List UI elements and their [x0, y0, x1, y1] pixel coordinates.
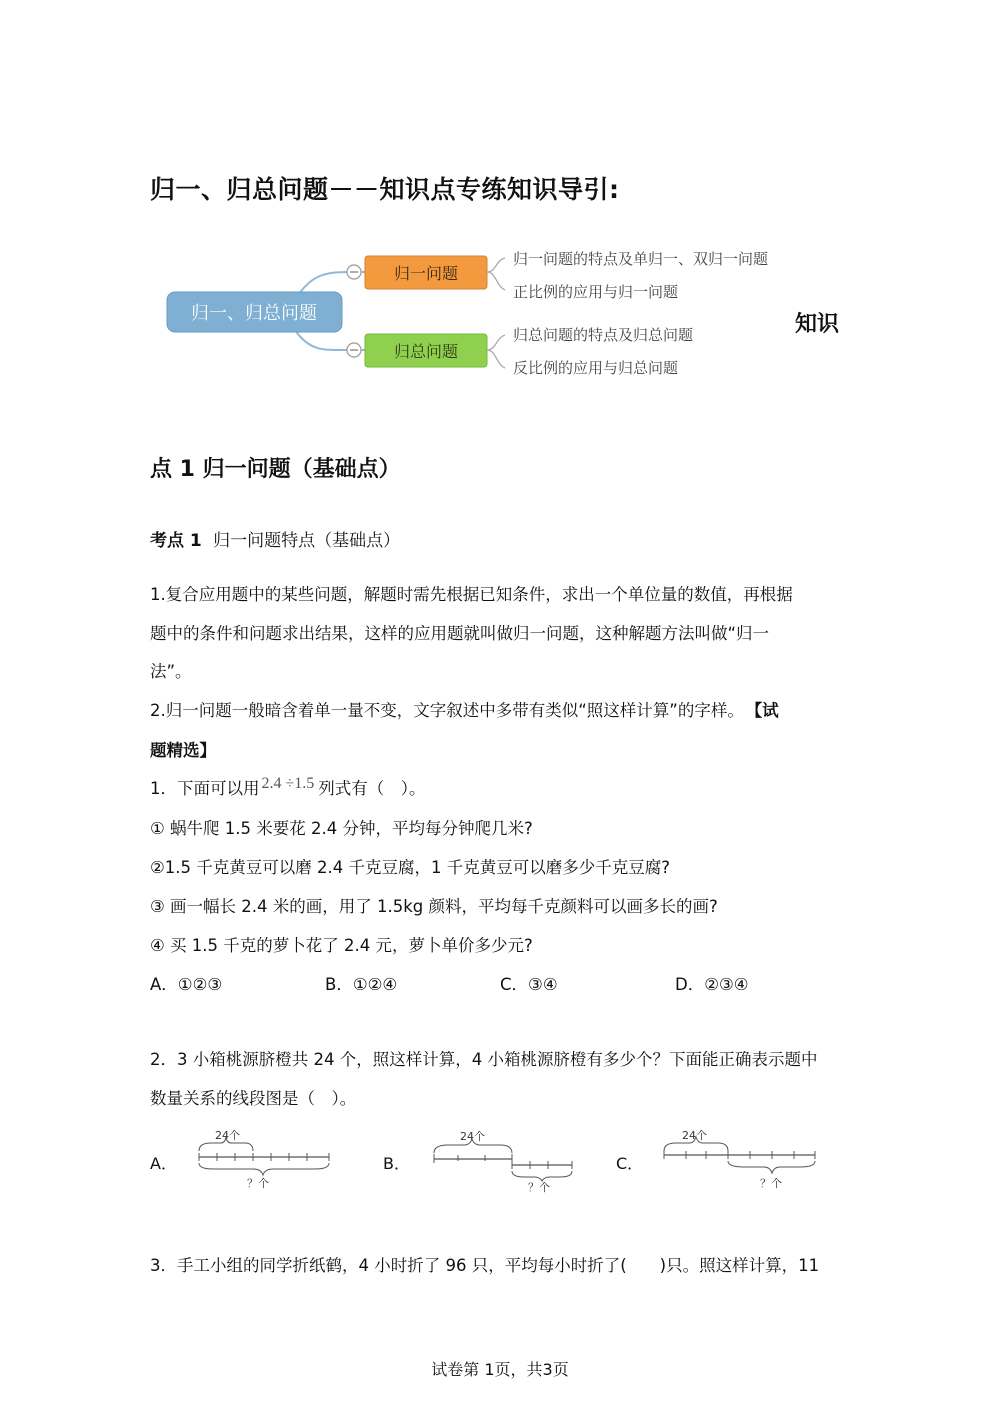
mindmap-branch-label: 归总问题	[393, 342, 459, 361]
top-label: 24个	[215, 1129, 240, 1142]
question-stem	[150, 775, 426, 799]
choice-a[interactable]: A．①②③	[150, 975, 223, 994]
paragraph-text: 2.归一问题一般暗含着单一量不变，文字叙述中多带有类似“照这样计算”的字样。	[150, 701, 744, 720]
mindmap-diagram	[160, 240, 800, 390]
choice-b[interactable]: B．	[383, 1154, 410, 1173]
top-label: 24个	[460, 1130, 485, 1143]
choice-d[interactable]: D．②③④	[675, 975, 749, 994]
segment-diagram-b[interactable]	[430, 1127, 580, 1193]
paragraph-line: 法”。	[150, 662, 192, 681]
segment-diagram-c[interactable]	[660, 1125, 825, 1191]
mindmap-leaf: 正比例的应用与归一问题	[513, 283, 679, 301]
mindmap-root-label: 归一、归总问题	[191, 303, 317, 324]
mindmap-leaf: 反比例的应用与归总问题	[513, 359, 679, 377]
page-footer: 试卷第 1页，共3页	[431, 1360, 569, 1379]
question-stem: 数量关系的线段图是（ ）。	[150, 1089, 357, 1108]
question-text: 列式有（ ）。	[318, 779, 426, 798]
page-title: 归一、归总问题－－知识点专练知识导引:	[150, 175, 620, 204]
mindmap-leaf: 归一问题的特点及单归一、双归一问题	[513, 250, 769, 268]
question-text: 1．下面可以用	[150, 779, 260, 798]
option-line: ③ 画一幅长 2.4 米的画，用了 1.5kg 颜料，平均每千克颜料可以画多长的画?	[150, 897, 718, 916]
bottom-label: ？个	[760, 1177, 782, 1190]
section-heading: 点 1 归一问题（基础点）	[150, 457, 401, 482]
option-line: ④ 买 1.5 千克的萝卜花了 2.4 元，萝卜单价多少元?	[150, 936, 533, 955]
question-stem: 3．手工小组的同学折纸鹤，4 小时折了 96 只，平均每小时折了( )只。照这样计算，11	[150, 1256, 820, 1275]
bottom-label: ？个	[528, 1181, 550, 1193]
mindmap-branch-label: 归一问题	[393, 264, 459, 283]
mindmap-leaf: 归总问题的特点及归总问题	[513, 326, 694, 344]
paragraph-line: 题中的条件和问题求出结果，这样的应用题就叫做归一问题，这种解题方法叫做“归一	[150, 624, 770, 643]
option-line: ②1.5 千克黄豆可以磨 2.4 千克豆腐，1 千克黄豆可以磨多少千克豆腐?	[150, 858, 671, 877]
segment-diagram-a[interactable]	[195, 1125, 335, 1191]
kaodian-text: 归一问题特点（基础点）	[213, 531, 401, 551]
section-tag: 题精选】	[150, 741, 216, 760]
bottom-label: ？个	[247, 1177, 269, 1190]
choice-c[interactable]: C．③④	[500, 975, 558, 994]
choice-b[interactable]: B．①②④	[325, 975, 398, 994]
question-stem: 2．3 小箱桃源脐橙共 24 个，照这样计算，4 小箱桃源脐橙有多少个？下面能正确表示题中	[150, 1050, 818, 1069]
section-tag: 【试	[753, 701, 779, 720]
side-heading-fragment: 知识	[795, 312, 840, 337]
paragraph-line	[150, 697, 779, 721]
collapse-icon[interactable]	[347, 265, 361, 279]
option-line: ① 蜗牛爬 1.5 米要花 2.4 分钟，平均每分钟爬几米?	[150, 819, 533, 838]
collapse-icon[interactable]	[347, 343, 361, 357]
kaodian-line	[150, 526, 400, 551]
formula: 2.4 ÷1.5	[261, 775, 315, 792]
paragraph-line: 1.复合应用题中的某些问题，解题时需先根据已知条件，求出一个单位量的数值，再根据	[150, 585, 793, 604]
choice-c[interactable]: C．	[616, 1154, 644, 1173]
top-label: 24个	[682, 1129, 707, 1142]
choice-a[interactable]: A．	[150, 1154, 177, 1173]
kaodian-prefix: 考点 1	[150, 531, 202, 551]
